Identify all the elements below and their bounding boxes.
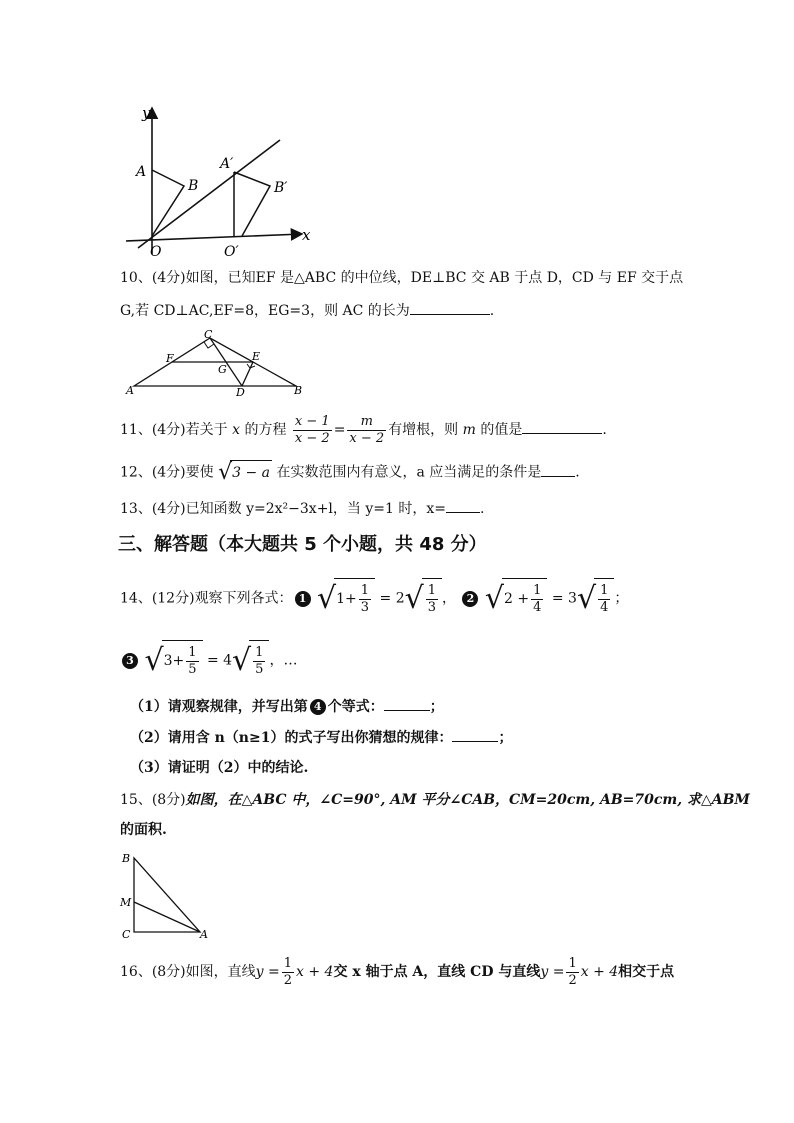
q14-number: 14、(12分)	[120, 590, 195, 607]
q10-end: .	[489, 303, 495, 319]
q11-fraction-2: $\frac{m}{x - 2}$	[349, 413, 385, 446]
q10-answer-blank	[410, 300, 490, 315]
q11-end: .	[602, 422, 607, 438]
q14-expr-2-right: √ $\frac{1}{4}$	[577, 578, 614, 619]
q14-part-1-pre: （1）请观察规律，并写出第	[130, 699, 308, 715]
q14-circle-1: 1	[295, 591, 311, 607]
q16-fraction-2: $\frac{1}{2}$	[568, 955, 577, 988]
fig-q10-D: D	[236, 386, 245, 398]
fig1-label-O-prime: O′	[224, 244, 239, 258]
q11-equals: =	[333, 422, 346, 438]
fig-q15-C: C	[122, 928, 131, 941]
section-3-heading: 三、解答题（本大题共 5 个小题，共 48 分）	[118, 534, 487, 555]
q12-end: .	[575, 464, 580, 481]
q14-expr-3-left: √3+ $\frac{1}{5}$	[144, 640, 202, 681]
q14-expr-2-eq: = 3	[551, 590, 577, 607]
q15-number: 15、(8分)	[120, 792, 186, 808]
q14-part-2-end: ；	[498, 730, 513, 746]
q11-pre: 若关于	[185, 422, 228, 438]
q14-expr-1-right: √ $\frac{1}{3}$	[405, 578, 442, 619]
fig1-label-x: x	[302, 226, 311, 244]
fig-q10-A: A	[126, 384, 134, 397]
q10-text-2: G,若 CD⊥AC,EF=8，EG=3，则 AC 的长为	[120, 303, 410, 319]
q11-answer-blank	[522, 419, 602, 434]
q14-expr-2-left: √2 + $\frac{1}{4}$	[485, 578, 548, 619]
fig1-label-A-prime: A′	[220, 156, 234, 172]
q16-fraction-1: $\frac{1}{2}$	[283, 955, 293, 988]
q12-line	[120, 460, 580, 484]
fig-q15-B: B	[122, 852, 131, 865]
q12-answer-blank	[541, 462, 575, 477]
q14-part-3: （3）请证明（2）中的结论.	[130, 760, 309, 776]
q14-line-1	[120, 578, 628, 618]
q10-text-1: 如图，已知EF 是△ABC 的中位线，DE⊥BC 交 AB 于点 D，CD 与 EF 交于点	[185, 270, 684, 286]
q14-expr-3-right: √ $\frac{1}{5}$	[232, 640, 269, 681]
fig-q10-F: F	[166, 352, 174, 365]
q16-y2: y =	[540, 964, 565, 980]
q16-y1: y =	[255, 964, 280, 980]
q16-post: 相交于点	[618, 964, 675, 980]
fig-q15-M: M	[120, 896, 132, 909]
q16-rest1: x + 4	[296, 964, 334, 980]
q14-line-2	[120, 640, 297, 680]
fig1-label-y: y	[142, 104, 151, 122]
q14-part-2	[130, 727, 512, 748]
q16-number: 16、(8分)	[120, 964, 186, 980]
fig-q10-C: C	[204, 328, 213, 341]
q11-mid: 的方程	[244, 422, 287, 438]
q10-number: 10、(4分)	[120, 270, 186, 286]
q14-sep-1: ，	[442, 590, 457, 607]
q14-part-1-end: ；	[429, 699, 444, 715]
q14-circle-2: 2	[462, 591, 478, 607]
fig1-label-A: A	[136, 164, 147, 180]
q11-fraction-1: $\frac{x - 1}{x - 2}$	[294, 413, 330, 446]
q14-expr-1-left: √1+ $\frac{1}{3}$	[317, 578, 375, 619]
q15-line-2: 的面积.	[120, 822, 167, 838]
q16-pre: 如图，直线	[185, 964, 256, 980]
figure-coordinate-rotation	[118, 98, 318, 258]
q14-part-1	[130, 696, 444, 717]
q12-post: 在实数范围内有意义，a 应当满足的条件是	[276, 464, 542, 481]
q14-part-1-post: 个等式：	[327, 699, 384, 715]
q12-sqrt: √3 − a	[218, 459, 271, 485]
figure-q15-right-triangle	[118, 848, 218, 942]
q10-line-2	[120, 300, 494, 321]
q14-part-2-blank	[452, 727, 498, 742]
figure-q10-triangle	[124, 328, 308, 398]
q16-line	[120, 952, 674, 992]
q10-line-1	[120, 268, 683, 288]
q12-number: 12、(4分)	[120, 464, 186, 481]
q14-sep-3: ，…	[269, 652, 298, 669]
q14-circle-3: 3	[122, 653, 138, 669]
q13-text: 已知函数 y=2x²−3x+l，当 y=1 时，x=	[185, 501, 446, 517]
q16-mid: 交 x 轴于点 A，直线 CD 与直线	[333, 964, 541, 980]
q11-post2: 的值是	[480, 422, 523, 438]
q11-var-m: m	[462, 422, 476, 438]
fig-q10-G: G	[218, 363, 227, 376]
fig-q15-A: A	[200, 928, 208, 941]
q14-pre: 观察下列各式：	[194, 590, 293, 607]
q16-rest2: x + 4	[580, 964, 619, 980]
q14-expr-3-eq: = 4	[206, 652, 233, 669]
fig1-label-O: O	[150, 244, 162, 258]
q13-answer-blank	[446, 498, 480, 513]
q14-part-2-text: （2）请用含 n（n≥1）的式子写出你猜想的规律：	[130, 730, 453, 746]
q14-expr-1-eq: = 2	[379, 590, 405, 607]
q14-sep-2: ；	[614, 590, 629, 607]
q12-pre: 要使	[185, 464, 214, 481]
q11-var-x: x	[232, 422, 241, 438]
q11-post: 有增根，则	[388, 422, 459, 438]
q15-text: 如图，在△ABC 中，∠C=90°, AM 平分∠CAB，CM=20cm, AB=70cm, 求△ABM	[185, 792, 750, 808]
q13-end: .	[479, 501, 485, 517]
q14-part-1-blank	[384, 696, 430, 711]
q14-circle-4: 4	[310, 699, 326, 715]
q15-line-1	[120, 790, 750, 810]
fig1-label-B: B	[188, 178, 199, 194]
q13-number: 13、(4分)	[120, 501, 186, 517]
q11-line	[120, 410, 607, 450]
fig-q10-E: E	[252, 350, 261, 363]
q11-number: 11、(4分)	[120, 422, 186, 438]
fig-q10-B: B	[294, 384, 303, 397]
q13-line	[120, 498, 484, 519]
fig1-label-B-prime: B′	[274, 180, 288, 196]
